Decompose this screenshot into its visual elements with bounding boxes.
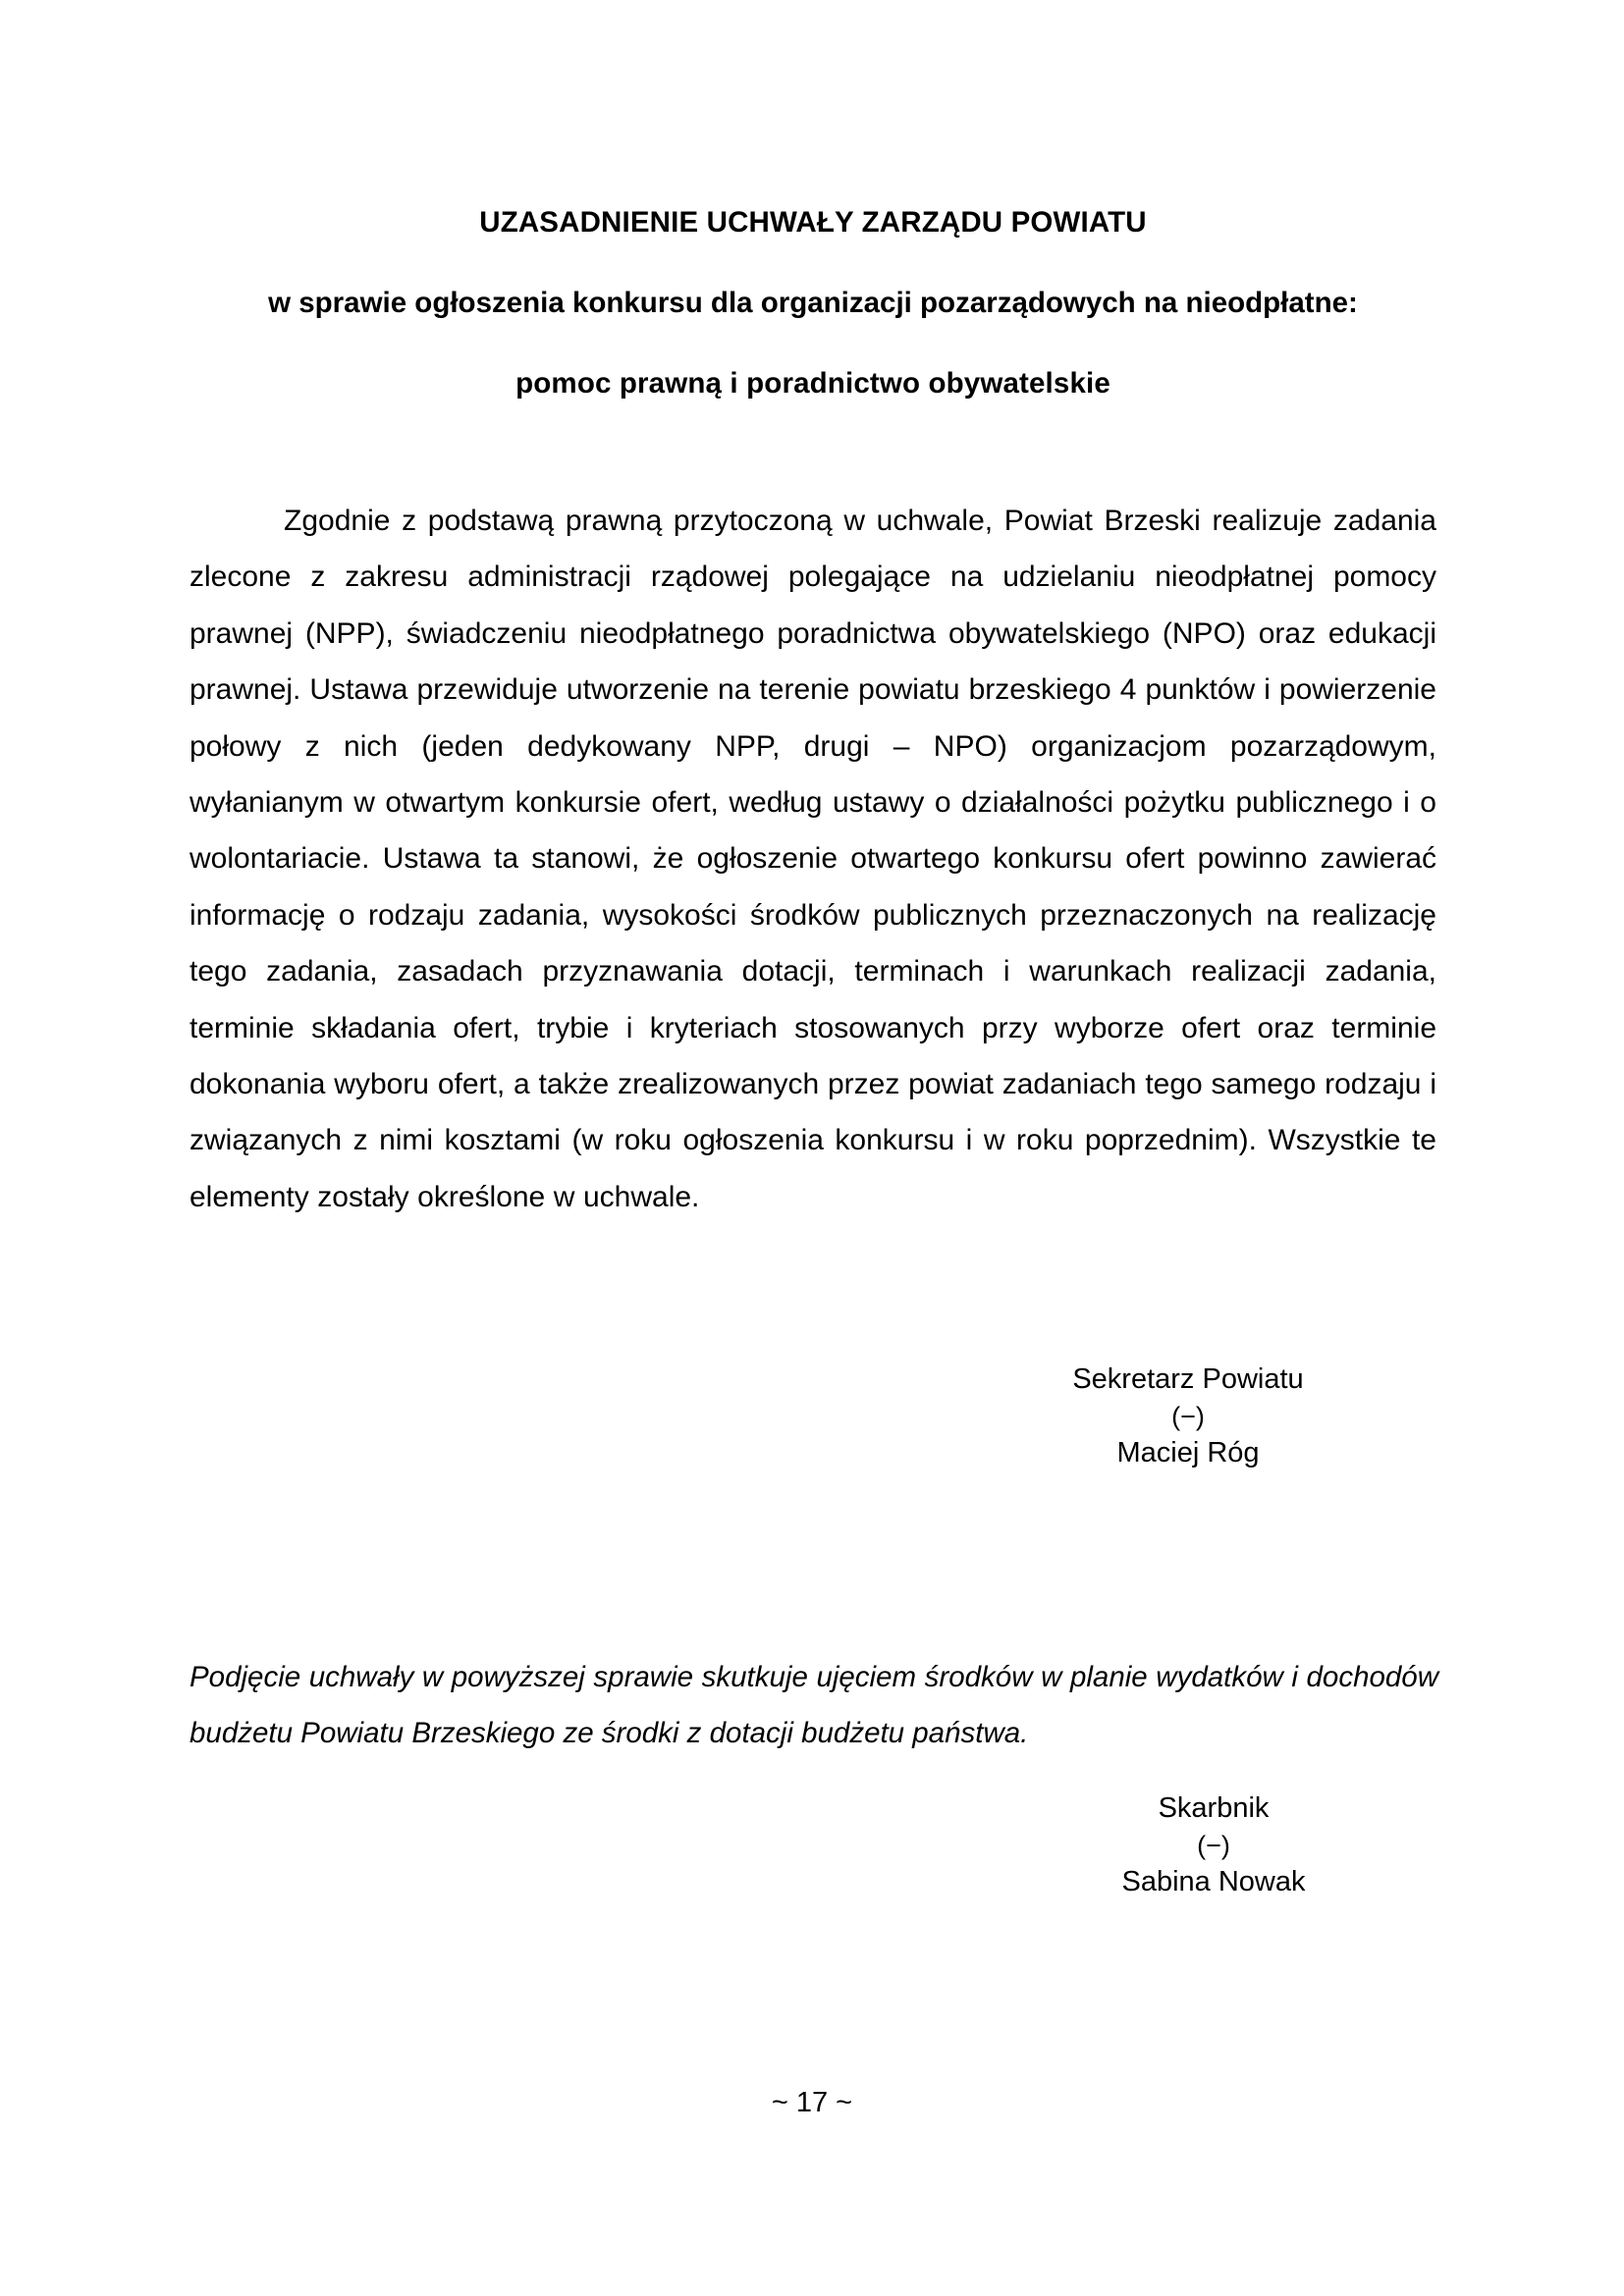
document-title: UZASADNIENIE UCHWAŁY ZARZĄDU POWIATU (479, 206, 1147, 239)
body-paragraph: Zgodnie z podstawą prawną przytoczoną w uchwale, Powiat Brzeski realizuje zadania zlecone z zakresu administracji rządowej polegające na udzielaniu nieodpłatnej pomocy prawnej (NPP), świadczeniu nieodpłatnego poradnictwa obywatelskiego (NPO) oraz edukacji prawnej. Ustawa przewiduje utworzenie na terenie powiatu brzeskiego 4 punktów i powierzenie połowy z nich (jeden dedykowany NPP, drugi – NPO) organizacjom pozarządowym, wyłanianym w otwartym konkursie ofert, według ustawy o działalności pożytku publicznego i o wolontariacie. Ustawa ta stanowi, że ogłoszenie otwartego konkursu ofert powinno zawierać informację o rodzaju zadania, wysokości środków publicznych przeznaczonych na realizację tego zadania, zasadach przyznawania dotacji, terminach i warunkach realizacji zadania, terminie składania ofert, trybie i kryteriach stosowanych przy wyborze ofert oraz terminie dokonania wyboru ofert, a także zrealizowanych przez powiat zadaniach tego samego rodzaju i związanych z nimi kosztami (w roku ogłoszenia konkursu i w roku poprzednim). Wszystkie te elementy zostały określone w uchwale. (189, 505, 1436, 1213)
signature-block-secretary (1001, 1361, 1375, 1472)
signature-title-treasurer: Skarbnik (1158, 1792, 1270, 1824)
document-subtitle: w sprawie ogłoszenia konkursu dla organizacji pozarządowych na nieodpłatne: (268, 287, 1358, 319)
note-paragraph: Podjęcie uchwały w powyższej sprawie skutkuje ujęciem środków w planie wydatków i dochodów budżetu Powiatu Brzeskiego ze środki z dotacji budżetu państwa. (189, 1661, 1438, 1749)
heading-block (189, 0, 1436, 424)
signature-dash-secretary: (−) (1171, 1402, 1205, 1431)
page-number-footer: ~ 17 ~ (771, 2087, 853, 2118)
signature-name-treasurer: Sabina Nowak (1121, 1866, 1306, 1897)
signature-name-secretary: Maciej Róg (1116, 1437, 1260, 1468)
signature-block-treasurer (1027, 1789, 1400, 1901)
document-subtitle-secondary: pomoc prawną i poradnictwo obywatelskie (515, 367, 1110, 400)
signature-title-secretary: Sekretarz Powiatu (1072, 1363, 1304, 1395)
document-content (189, 0, 1436, 1225)
signature-dash-treasurer: (−) (1197, 1831, 1230, 1860)
